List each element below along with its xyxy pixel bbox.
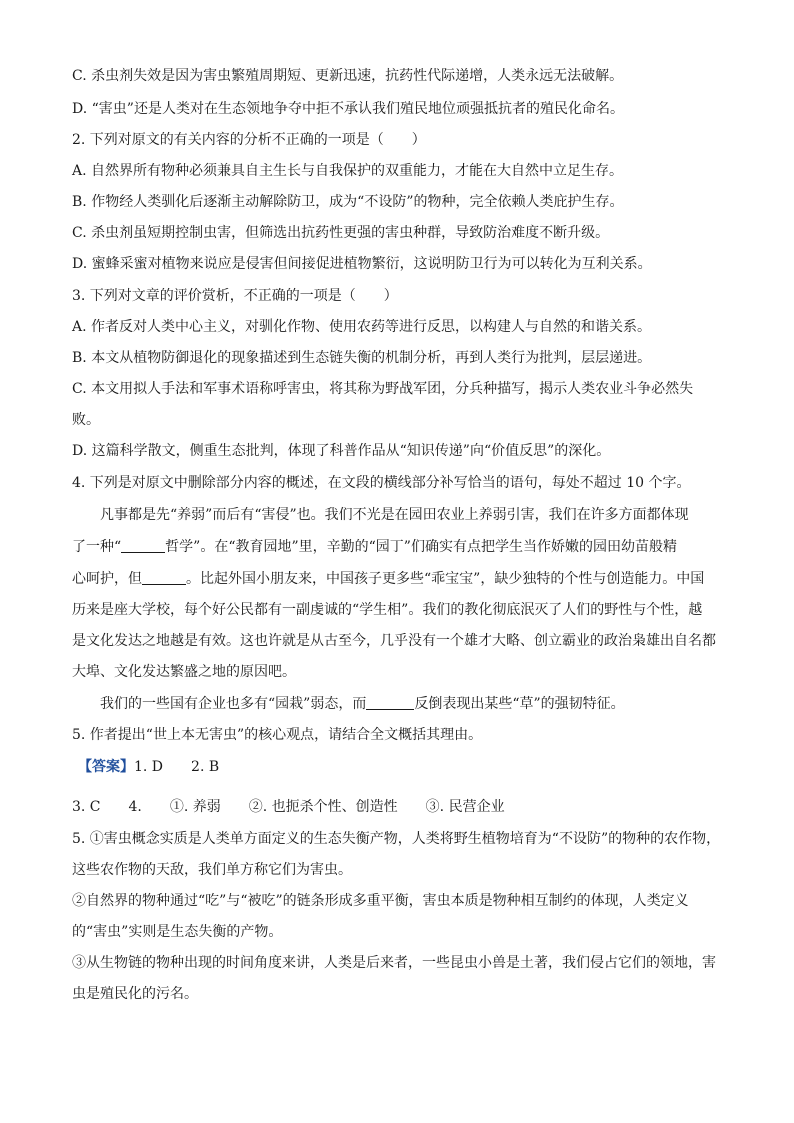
answer-blank-3 (366, 695, 414, 710)
answer-q5-point2-line1: ②自然界的物种通过“吃”与“被吃”的链条形成多重平衡，害虫本质是物种相互制约的体现，人类定义 (72, 893, 689, 909)
answer-q5-point3-line1: ③从生物链的物种出现的时间角度来讲，人类是后来者，一些昆虫小兽是土著，我们侵占它们的领地，害 (72, 955, 716, 971)
q3-option-c-line1: C. 本文用拟人手法和军事术语称呼害虫，将其称为野战军团，分兵种描写，揭示人类农业斗争必然失 (72, 381, 694, 397)
q3-stem: 3. 下列对文章的评价赏析，不正确的一项是（ ） (72, 288, 398, 304)
q1-option-d: D. “害虫”还是人类对在生态领地争夺中拒不承认我们殖民地位顽强抵抗者的殖民化命名。 (72, 101, 624, 117)
q4-paragraph1-line4: 历来是座大学校，每个好公民都有一副虔诚的“学生相”。我们的教化彻底泯灭了人们的野性与个性，越 (72, 602, 703, 618)
answer-q5-point3-line2: 虫是殖民化的污名。 (72, 986, 198, 1002)
q4-paragraph1-line3 (72, 569, 732, 589)
q4-paragraph1-line5: 是文化发达之地越是有效。这也许就是从古至今，几乎没有一个雄才大略、创立霸业的政治枭雄出自名都 (72, 633, 716, 649)
q5-stem: 5. 作者提出“世上本无害虫”的核心观点，请结合全文概括其理由。 (72, 727, 483, 743)
answer-q5-point2-line2: 的“害虫”实则是生态失衡的产物。 (72, 924, 283, 940)
q2-option-a: A. 自然界所有物种必须兼具自主生长与自我保护的双重能力，才能在大自然中立足生存。 (72, 163, 624, 179)
answer-q5-point1-line2: 这些农作物的天敌，我们单方称它们为害虫。 (72, 862, 352, 878)
q3-option-d: D. 这篇科学散文，侧重生态批判，体现了科普作品从“知识传递”向“价值反思”的深化。 (72, 443, 611, 459)
q4-text-segment: 哲学”。在“教育园地”里，辛勤的“园丁”们确实有点把学生当作娇嫩的园田幼苗般精 (165, 539, 677, 555)
answer-blank-2 (142, 570, 186, 585)
q2-option-d: D. 蜜蜂采蜜对植物来说应是侵害但间接促进植物繁衍，这说明防卫行为可以转化为互利关系。 (72, 256, 652, 272)
answer-line1 (78, 757, 738, 777)
q3-option-b: B. 本文从植物防御退化的现象描述到生态链失衡的机制分析，再到人类行为批判，层层递进。 (72, 350, 652, 366)
q4-text-segment: 。比起外国小朋友来，中国孩子更多些“乖宝宝”，缺少独特的个性与创造能力。中国 (186, 571, 705, 587)
q1-option-c: C. 杀虫剂失效是因为害虫繁殖周期短、更新迅速，抗药性代际递增，人类永远无法破解。 (72, 68, 624, 84)
q4-text-segment: 反倒表现出某些“草”的强韧特征。 (414, 696, 625, 712)
answer-choices-1-2: 1. D 2. B (134, 759, 220, 775)
q4-text-segment: 了一种“ (72, 539, 122, 555)
answer-line2: 3. C 4. ①. 养弱 ②. 也扼杀个性、创造性 ③. 民营企业 (72, 799, 505, 815)
q2-option-b: B. 作物经人类驯化后逐渐主动解除防卫，成为“不设防”的物种，完全依赖人类庇护生存。 (72, 194, 624, 210)
q4-text-segment: 我们的一些国有企业也多有“园栽”弱态，而 (100, 696, 367, 712)
q4-paragraph1-line1: 凡事都是先“养弱”而后有“害侵”也。我们不光是在园田农业上养弱引害，我们在许多方面都体现 (100, 507, 689, 523)
q4-paragraph1-line6: 大埠、文化发达繁盛之地的原因吧。 (72, 664, 296, 680)
q4-paragraph1-line2 (72, 537, 732, 557)
answer-blank-1 (121, 538, 165, 553)
q2-option-c: C. 杀虫剂虽短期控制虫害，但筛选出抗药性更强的害虫种群，导致防治难度不断升级。 (72, 225, 610, 241)
q4-paragraph2 (100, 694, 732, 714)
q2-stem: 2. 下列对原文的有关内容的分析不正确的一项是（ ） (72, 132, 426, 148)
q4-text-segment: 心呵护，但 (72, 571, 142, 587)
q4-stem: 4. 下列是对原文中删除部分内容的概述，在文段的横线部分补写恰当的语句，每处不超过 10 个字。 (72, 475, 691, 491)
q3-option-c-line2: 败。 (72, 412, 100, 428)
q3-option-a: A. 作者反对人类中心主义，对驯化作物、使用农药等进行反思，以构建人与自然的和谐关系。 (72, 319, 652, 335)
answer-tag: 【答案】 (78, 759, 134, 775)
answer-q5-point1-line1: 5. ①害虫概念实质是人类单方面定义的生态失衡产物，人类将野生植物培育为“不设防”的物种的农作物， (72, 831, 721, 847)
